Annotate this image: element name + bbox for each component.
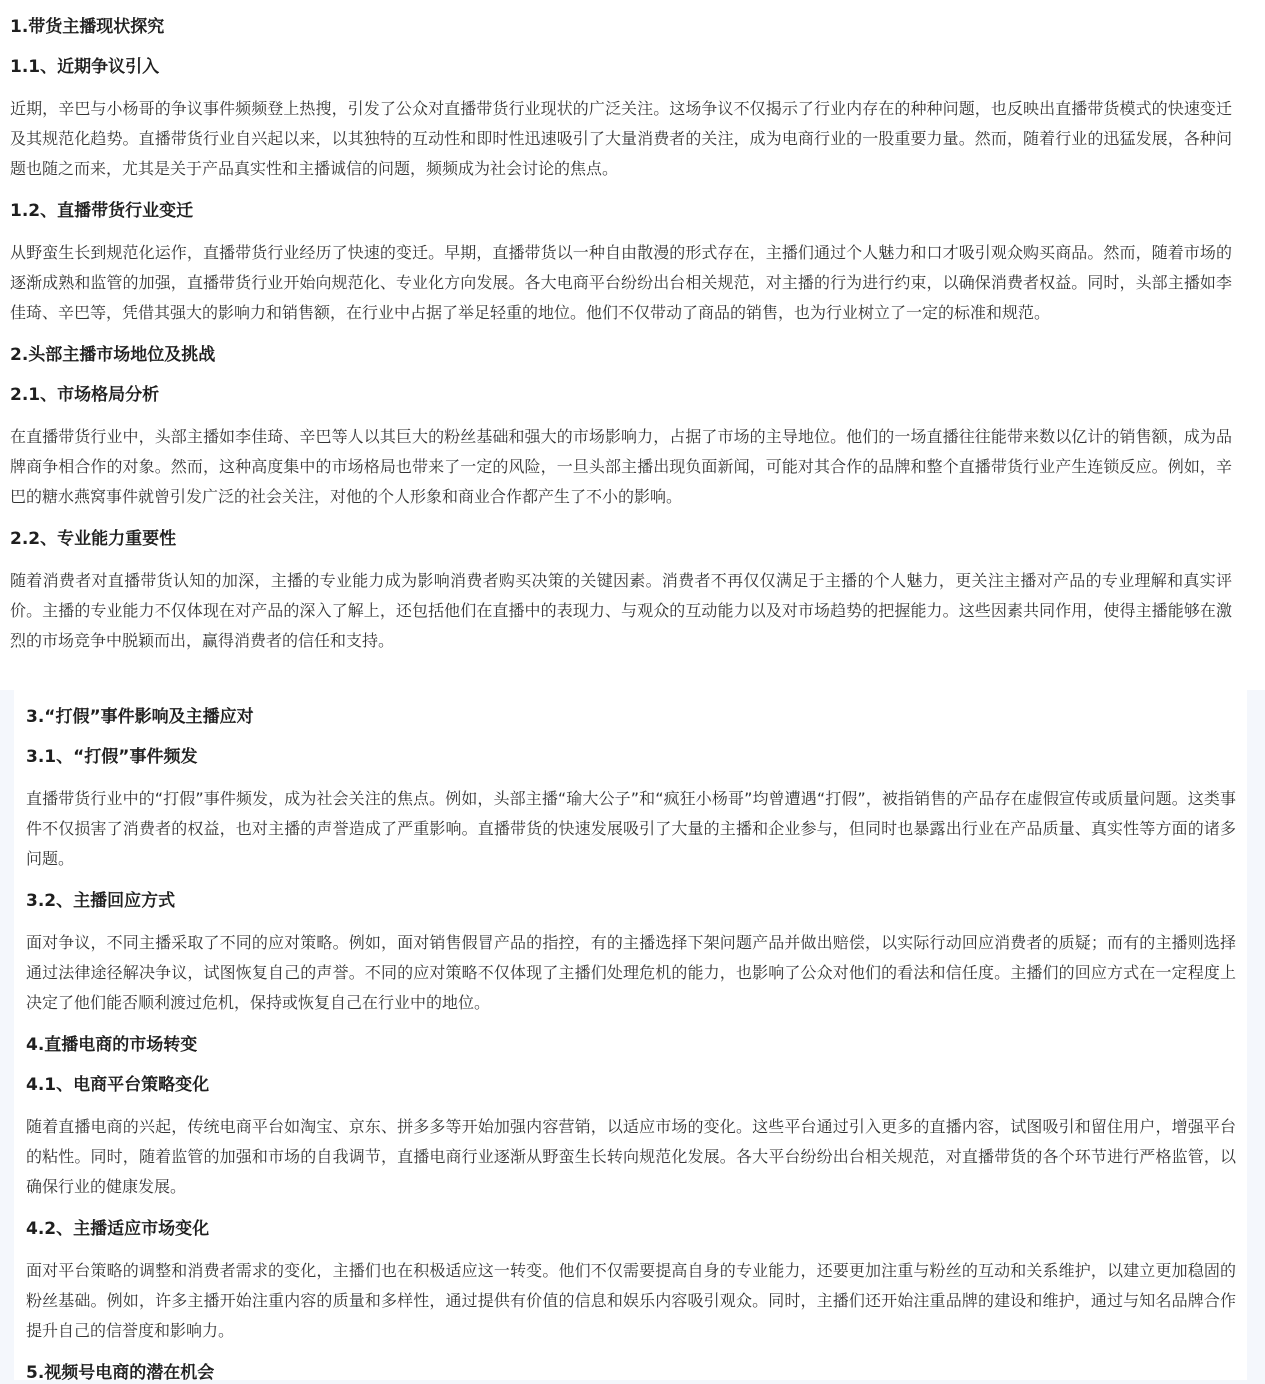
subsection-heading-4-2: 4.2、主播适应市场变化 (26, 1219, 210, 1239)
article-block-top (0, 0, 1265, 690)
paragraph-3-1: 直播带货行业中的“打假”事件频发，成为社会关注的焦点。例如，头部主播“瑜大公子”和“疯狂小杨哥”均曾遭遇“打假”，被指销售的产品存在虚假宣传或质量问题。这类事件不仅损害了消费者的权益，也对主播的声誉造成了严重影响。直播带货的快速发展吸引了大量的主播和企业参与，但同时也暴露出行业在产品质量、真实性等方面的诸多问题。 (26, 789, 1236, 868)
section-heading-1: 1.带货主播现状探究 (10, 17, 165, 37)
subsection-heading-3-1: 3.1、“打假”事件频发 (26, 747, 198, 767)
section-heading-4: 4.直播电商的市场转变 (26, 1035, 198, 1055)
subsection-heading-1-1: 1.1、近期争议引入 (10, 57, 160, 77)
subsection-heading-4-1: 4.1、电商平台策略变化 (26, 1075, 210, 1095)
section-heading-3: 3.“打假”事件影响及主播应对 (26, 707, 254, 727)
paragraph-1-2: 从野蛮生长到规范化运作，直播带货行业经历了快速的变迁。早期，直播带货以一种自由散漫的形式存在，主播们通过个人魅力和口才吸引观众购买商品。然而，随着市场的逐渐成熟和监管的加强，直播带货行业开始向规范化、专业化方向发展。各大电商平台纷纷出台相关规范，对主播的行为进行约束，以确保消费者权益。同时，头部主播如李佳琦、辛巴等，凭借其强大的影响力和销售额，在行业中占据了举足轻重的地位。他们不仅带动了商品的销售，也为行业树立了一定的标准和规范。 (10, 243, 1232, 322)
subsection-heading-1-2: 1.2、直播带货行业变迁 (10, 201, 194, 221)
paragraph-4-1: 随着直播电商的兴起，传统电商平台如淘宝、京东、拼多多等开始加强内容营销，以适应市场的变化。这些平台通过引入更多的直播内容，试图吸引和留住用户，增强平台的粘性。同时，随着监管的加强和市场的自我调节，直播电商行业逐渐从野蛮生长转向规范化发展。各大平台纷纷出台相关规范，对直播带货的各个环节进行严格监管，以确保行业的健康发展。 (26, 1117, 1236, 1196)
section-heading-2: 2.头部主播市场地位及挑战 (10, 345, 216, 365)
article-content-top (10, 14, 1232, 670)
subsection-heading-3-2: 3.2、主播回应方式 (26, 891, 176, 911)
article-block-bottom (0, 690, 1265, 1384)
section-heading-5: 5.视频号电商的潜在机会 (26, 1363, 215, 1383)
article-content-bottom (26, 704, 1236, 1384)
paragraph-3-2: 面对争议，不同主播采取了不同的应对策略。例如，面对销售假冒产品的指控，有的主播选择下架问题产品并做出赔偿，以实际行动回应消费者的质疑；而有的主播则选择通过法律途径解决争议，试图恢复自己的声誉。不同的应对策略不仅体现了主播们处理危机的能力，也影响了公众对他们的看法和信任度。主播们的回应方式在一定程度上决定了他们能否顺利渡过危机，保持或恢复自己在行业中的地位。 (26, 933, 1236, 1012)
subsection-heading-2-1: 2.1、市场格局分析 (10, 385, 160, 405)
paragraph-2-2: 随着消费者对直播带货认知的加深，主播的专业能力成为影响消费者购买决策的关键因素。消费者不再仅仅满足于主播的个人魅力，更关注主播对产品的专业理解和真实评价。主播的专业能力不仅体现在对产品的深入了解上，还包括他们在直播中的表现力、与观众的互动能力以及对市场趋势的把握能力。这些因素共同作用，使得主播能够在激烈的市场竞争中脱颖而出，赢得消费者的信任和支持。 (10, 571, 1232, 650)
paragraph-1-1: 近期，辛巴与小杨哥的争议事件频频登上热搜，引发了公众对直播带货行业现状的广泛关注。这场争议不仅揭示了行业内存在的种种问题，也反映出直播带货模式的快速变迁及其规范化趋势。直播带货行业自兴起以来，以其独特的互动性和即时性迅速吸引了大量消费者的关注，成为电商行业的一股重要力量。然而，随着行业的迅猛发展，各种问题也随之而来，尤其是关于产品真实性和主播诚信的问题，频频成为社会讨论的焦点。 (10, 99, 1232, 178)
paragraph-2-1: 在直播带货行业中，头部主播如李佳琦、辛巴等人以其巨大的粉丝基础和强大的市场影响力，占据了市场的主导地位。他们的一场直播往往能带来数以亿计的销售额，成为品牌商争相合作的对象。然而，这种高度集中的市场格局也带来了一定的风险，一旦头部主播出现负面新闻，可能对其合作的品牌和整个直播带货行业产生连锁反应。例如，辛巴的糖水燕窝事件就曾引发广泛的社会关注，对他的个人形象和商业合作都产生了不小的影响。 (10, 427, 1232, 506)
subsection-heading-2-2: 2.2、专业能力重要性 (10, 529, 177, 549)
article-card-bottom (14, 690, 1247, 1383)
paragraph-4-2: 面对平台策略的调整和消费者需求的变化，主播们也在积极适应这一转变。他们不仅需要提高自身的专业能力，还要更加注重与粉丝的互动和关系维护，以建立更加稳固的粉丝基础。例如，许多主播开始注重内容的质量和多样性，通过提供有价值的信息和娱乐内容吸引观众。同时，主播们还开始注重品牌的建设和维护，通过与知名品牌合作提升自己的信誉度和影响力。 (26, 1261, 1236, 1340)
